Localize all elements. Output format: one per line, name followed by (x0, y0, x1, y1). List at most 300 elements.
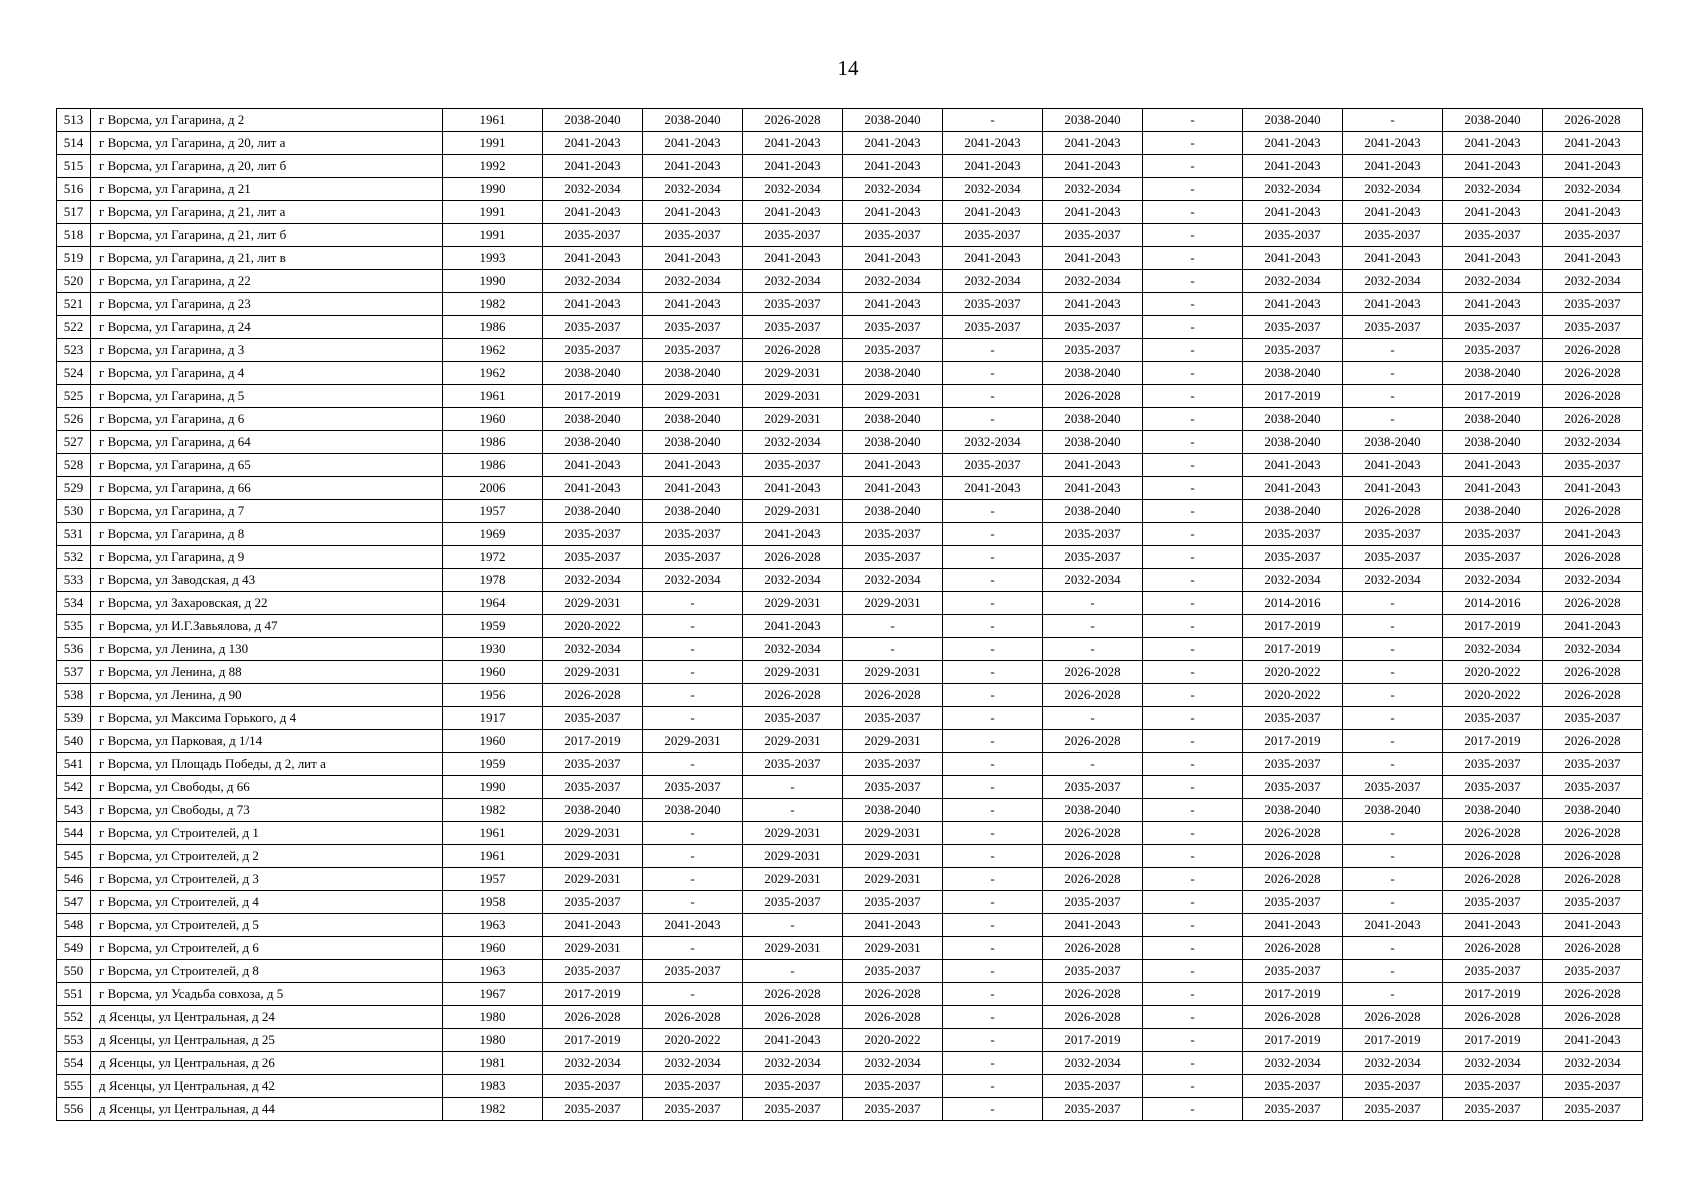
row-number-cell: 516 (57, 178, 91, 201)
row-number-cell: 517 (57, 201, 91, 224)
repair-period-cell: 2035-2037 (643, 339, 743, 362)
repair-period-cell: 2029-2031 (743, 868, 843, 891)
repair-period-cell: 2041-2043 (643, 914, 743, 937)
repair-period-cell: 2017-2019 (1443, 1029, 1543, 1052)
table-row (57, 477, 1643, 500)
year-built-cell: 1986 (443, 316, 543, 339)
repair-period-cell: 2038-2040 (1243, 500, 1343, 523)
repair-period-cell: - (943, 385, 1043, 408)
repair-period-cell: - (643, 983, 743, 1006)
repair-period-cell: 2032-2034 (743, 1052, 843, 1075)
repair-period-cell: 2041-2043 (1343, 155, 1443, 178)
table-row (57, 500, 1643, 523)
repair-period-cell: 2026-2028 (1543, 592, 1643, 615)
repair-period-cell: 2038-2040 (1043, 408, 1143, 431)
repair-period-cell: 2038-2040 (1243, 799, 1343, 822)
row-number-cell: 529 (57, 477, 91, 500)
repair-period-cell: 2035-2037 (1543, 224, 1643, 247)
repair-period-cell: - (643, 707, 743, 730)
year-built-cell: 1967 (443, 983, 543, 1006)
address-cell: г Ворсма, ул Парковая, д 1/14 (91, 730, 443, 753)
repair-period-cell: 2029-2031 (543, 845, 643, 868)
repair-period-cell: - (843, 615, 943, 638)
address-cell: г Ворсма, ул Строителей, д 6 (91, 937, 443, 960)
repair-period-cell: 2038-2040 (843, 408, 943, 431)
row-number-cell: 524 (57, 362, 91, 385)
repair-period-cell: 2035-2037 (1043, 776, 1143, 799)
repair-period-cell: 2026-2028 (1243, 937, 1343, 960)
repair-period-cell: 2032-2034 (843, 569, 943, 592)
row-number-cell: 553 (57, 1029, 91, 1052)
repair-period-cell: 2035-2037 (743, 1098, 843, 1121)
repair-period-cell: 2041-2043 (843, 247, 943, 270)
repair-period-cell: 2026-2028 (1543, 408, 1643, 431)
repair-period-cell: 2041-2043 (543, 247, 643, 270)
repair-period-cell: 2032-2034 (643, 1052, 743, 1075)
repair-period-cell: 2041-2043 (843, 293, 943, 316)
repair-period-cell: - (943, 1052, 1043, 1075)
repair-period-cell: 2026-2028 (1043, 684, 1143, 707)
repair-period-cell: 2038-2040 (843, 799, 943, 822)
table-row (57, 845, 1643, 868)
repair-period-cell: 2035-2037 (1343, 546, 1443, 569)
table-row (57, 1029, 1643, 1052)
table-row (57, 776, 1643, 799)
repair-period-cell: - (1143, 960, 1243, 983)
repair-period-cell: - (1143, 408, 1243, 431)
address-cell: г Ворсма, ул Гагарина, д 20, лит а (91, 132, 443, 155)
repair-period-cell: 2032-2034 (743, 569, 843, 592)
repair-period-cell: 2029-2031 (643, 730, 743, 753)
repair-period-cell: 2035-2037 (843, 1075, 943, 1098)
repair-period-cell: - (743, 960, 843, 983)
repair-period-cell: 2032-2034 (1343, 178, 1443, 201)
repair-period-cell: - (1143, 224, 1243, 247)
repair-period-cell: 2032-2034 (843, 1052, 943, 1075)
repair-period-cell: 2038-2040 (1243, 109, 1343, 132)
table-row (57, 224, 1643, 247)
address-cell: г Ворсма, ул Гагарина, д 4 (91, 362, 443, 385)
repair-period-cell: 2026-2028 (1343, 1006, 1443, 1029)
repair-period-cell: - (643, 891, 743, 914)
repair-period-cell: 2026-2028 (1343, 500, 1443, 523)
address-cell: г Ворсма, ул Гагарина, д 21, лит в (91, 247, 443, 270)
repair-period-cell: 2017-2019 (1343, 1029, 1443, 1052)
repair-period-cell: 2032-2034 (1243, 178, 1343, 201)
repair-period-cell: 2041-2043 (543, 454, 643, 477)
repair-period-cell: 2038-2040 (1043, 500, 1143, 523)
repair-period-cell: - (1143, 1075, 1243, 1098)
row-number-cell: 535 (57, 615, 91, 638)
repair-period-cell: 2035-2037 (1343, 1098, 1443, 1121)
repair-period-cell: - (1343, 362, 1443, 385)
repair-period-cell: 2035-2037 (843, 523, 943, 546)
repair-period-cell: 2020-2022 (1243, 661, 1343, 684)
repair-period-cell: 2035-2037 (1243, 339, 1343, 362)
repair-period-cell: 2038-2040 (643, 500, 743, 523)
repair-period-cell: 2017-2019 (1243, 730, 1343, 753)
repair-period-cell: - (1143, 293, 1243, 316)
repair-period-cell: 2041-2043 (1243, 477, 1343, 500)
row-number-cell: 518 (57, 224, 91, 247)
table-row (57, 753, 1643, 776)
year-built-cell: 1960 (443, 937, 543, 960)
address-cell: г Ворсма, ул Гагарина, д 21 (91, 178, 443, 201)
repair-period-cell: 2041-2043 (543, 155, 643, 178)
repair-period-cell: - (1343, 661, 1443, 684)
table-row (57, 638, 1643, 661)
repair-period-cell: 2041-2043 (643, 454, 743, 477)
year-built-cell: 1982 (443, 1098, 543, 1121)
repair-period-cell: 2041-2043 (1343, 454, 1443, 477)
repair-period-cell: - (743, 914, 843, 937)
year-built-cell: 1959 (443, 615, 543, 638)
repair-period-cell: 2041-2043 (643, 247, 743, 270)
repair-period-cell: 2026-2028 (1543, 661, 1643, 684)
repair-period-cell: 2029-2031 (743, 845, 843, 868)
repair-period-cell: - (1143, 155, 1243, 178)
repair-period-cell: 2026-2028 (1543, 109, 1643, 132)
repair-period-cell: 2035-2037 (943, 224, 1043, 247)
address-cell: г Ворсма, ул Гагарина, д 2 (91, 109, 443, 132)
repair-period-cell: 2035-2037 (643, 316, 743, 339)
repair-period-cell: 2020-2022 (643, 1029, 743, 1052)
address-cell: д Ясенцы, ул Центральная, д 42 (91, 1075, 443, 1098)
address-cell: г Ворсма, ул Гагарина, д 65 (91, 454, 443, 477)
repair-period-cell: - (1343, 753, 1443, 776)
address-cell: д Ясенцы, ул Центральная, д 26 (91, 1052, 443, 1075)
year-built-cell: 1962 (443, 339, 543, 362)
repair-period-cell: 2035-2037 (843, 776, 943, 799)
repair-period-cell: 2026-2028 (1043, 868, 1143, 891)
repair-period-cell: 2035-2037 (1043, 523, 1143, 546)
repair-period-cell: 2035-2037 (943, 454, 1043, 477)
repair-period-cell: 2041-2043 (1443, 477, 1543, 500)
repair-period-cell: 2041-2043 (1543, 477, 1643, 500)
repair-period-cell: - (943, 500, 1043, 523)
repair-period-cell: - (643, 638, 743, 661)
repair-period-cell: 2029-2031 (743, 730, 843, 753)
repair-period-cell: 2041-2043 (1343, 201, 1443, 224)
repair-period-cell: - (1343, 339, 1443, 362)
repair-period-cell: 2041-2043 (1443, 155, 1543, 178)
repair-period-cell: 2038-2040 (1543, 799, 1643, 822)
address-cell: г Ворсма, ул Гагарина, д 9 (91, 546, 443, 569)
row-number-cell: 538 (57, 684, 91, 707)
repair-period-cell: - (943, 1098, 1043, 1121)
table-row (57, 408, 1643, 431)
row-number-cell: 520 (57, 270, 91, 293)
repair-period-cell: 2026-2028 (543, 1006, 643, 1029)
repair-period-cell: 2017-2019 (1243, 615, 1343, 638)
address-cell: г Ворсма, ул Гагарина, д 64 (91, 431, 443, 454)
year-built-cell: 1990 (443, 178, 543, 201)
year-built-cell: 1983 (443, 1075, 543, 1098)
address-cell: г Ворсма, ул Гагарина, д 66 (91, 477, 443, 500)
repair-period-cell: 2035-2037 (743, 316, 843, 339)
table-row (57, 891, 1643, 914)
table-row (57, 339, 1643, 362)
table-body (57, 109, 1643, 1121)
repair-period-cell: 2035-2037 (643, 1075, 743, 1098)
table-row (57, 1006, 1643, 1029)
year-built-cell: 1986 (443, 431, 543, 454)
table-row (57, 431, 1643, 454)
repair-period-cell: - (1143, 868, 1243, 891)
address-cell: г Ворсма, ул Строителей, д 8 (91, 960, 443, 983)
row-number-cell: 530 (57, 500, 91, 523)
row-number-cell: 523 (57, 339, 91, 362)
repair-period-cell: 2035-2037 (743, 753, 843, 776)
repair-period-cell: 2038-2040 (643, 799, 743, 822)
repair-period-cell: 2035-2037 (743, 707, 843, 730)
repair-period-cell: 2032-2034 (743, 431, 843, 454)
repair-period-cell: 2041-2043 (943, 477, 1043, 500)
repair-period-cell: 2035-2037 (543, 960, 643, 983)
repair-period-cell: 2035-2037 (1343, 316, 1443, 339)
year-built-cell: 1960 (443, 661, 543, 684)
repair-period-cell: 2029-2031 (743, 362, 843, 385)
table-row (57, 615, 1643, 638)
address-cell: г Ворсма, ул Ленина, д 90 (91, 684, 443, 707)
row-number-cell: 550 (57, 960, 91, 983)
repair-period-cell: 2017-2019 (543, 385, 643, 408)
repair-period-cell: 2026-2028 (1443, 868, 1543, 891)
row-number-cell: 541 (57, 753, 91, 776)
repair-period-cell: 2026-2028 (1543, 362, 1643, 385)
repair-period-cell: 2041-2043 (943, 247, 1043, 270)
repair-period-cell: - (943, 891, 1043, 914)
repair-period-cell: 2038-2040 (1443, 362, 1543, 385)
repair-period-cell: 2026-2028 (743, 546, 843, 569)
year-built-cell: 1964 (443, 592, 543, 615)
repair-period-cell: - (943, 638, 1043, 661)
repair-period-cell: 2026-2028 (1543, 730, 1643, 753)
repair-period-cell: - (943, 1075, 1043, 1098)
repair-period-cell: - (1143, 477, 1243, 500)
table-row (57, 707, 1643, 730)
repair-period-cell: 2041-2043 (543, 201, 643, 224)
repair-period-cell: - (943, 408, 1043, 431)
year-built-cell: 1980 (443, 1029, 543, 1052)
repair-period-cell: 2017-2019 (1243, 983, 1343, 1006)
repair-period-cell: 2026-2028 (1543, 937, 1643, 960)
repair-period-cell: 2035-2037 (543, 753, 643, 776)
repair-period-cell: 2035-2037 (1443, 891, 1543, 914)
year-built-cell: 1992 (443, 155, 543, 178)
table-row (57, 592, 1643, 615)
repair-period-cell: 2038-2040 (1043, 109, 1143, 132)
repair-period-cell: - (1343, 730, 1443, 753)
repair-period-cell: 2035-2037 (1043, 546, 1143, 569)
repair-period-cell: 2035-2037 (1043, 891, 1143, 914)
repair-period-cell: - (943, 983, 1043, 1006)
repair-period-cell: 2026-2028 (743, 109, 843, 132)
repair-period-cell: 2026-2028 (1443, 1006, 1543, 1029)
repair-period-cell: 2032-2034 (543, 638, 643, 661)
row-number-cell: 551 (57, 983, 91, 1006)
repair-period-cell: 2041-2043 (543, 132, 643, 155)
repair-period-cell: 2038-2040 (1443, 431, 1543, 454)
repair-period-cell: 2041-2043 (743, 477, 843, 500)
repair-period-cell: 2035-2037 (943, 293, 1043, 316)
repair-period-cell: - (643, 937, 743, 960)
repair-period-cell: 2035-2037 (743, 1075, 843, 1098)
repair-period-cell: 2026-2028 (1543, 983, 1643, 1006)
table-row (57, 960, 1643, 983)
repair-period-cell: 2041-2043 (643, 155, 743, 178)
repair-period-cell: 2035-2037 (843, 960, 943, 983)
repair-period-cell: 2029-2031 (743, 661, 843, 684)
repair-period-cell: 2032-2034 (943, 270, 1043, 293)
repair-period-cell: 2035-2037 (1043, 316, 1143, 339)
repair-period-cell: 2026-2028 (1543, 1006, 1643, 1029)
repair-period-cell: 2026-2028 (743, 983, 843, 1006)
repair-period-cell: 2032-2034 (743, 270, 843, 293)
year-built-cell: 1961 (443, 109, 543, 132)
repair-period-cell: 2032-2034 (643, 178, 743, 201)
repair-period-cell: 2026-2028 (543, 684, 643, 707)
year-built-cell: 1930 (443, 638, 543, 661)
repair-period-cell: - (943, 362, 1043, 385)
address-cell: д Ясенцы, ул Центральная, д 24 (91, 1006, 443, 1029)
repair-period-cell: 2041-2043 (743, 1029, 843, 1052)
row-number-cell: 549 (57, 937, 91, 960)
repair-period-cell: 2035-2037 (1243, 753, 1343, 776)
repair-period-cell: 2029-2031 (843, 937, 943, 960)
repair-period-cell: 2032-2034 (1543, 569, 1643, 592)
repair-period-cell: 2041-2043 (1443, 247, 1543, 270)
repair-period-cell: 2041-2043 (743, 155, 843, 178)
repair-period-cell: 2026-2028 (1543, 339, 1643, 362)
repair-period-cell: 2017-2019 (1243, 385, 1343, 408)
repair-period-cell: - (1143, 592, 1243, 615)
table-row (57, 293, 1643, 316)
row-number-cell: 525 (57, 385, 91, 408)
repair-period-cell: 2041-2043 (543, 293, 643, 316)
row-number-cell: 526 (57, 408, 91, 431)
repair-period-cell: 2041-2043 (743, 523, 843, 546)
repair-period-cell: 2041-2043 (1243, 201, 1343, 224)
repair-period-cell: 2020-2022 (1443, 684, 1543, 707)
repair-period-cell: - (1143, 799, 1243, 822)
repair-period-cell: - (1143, 1098, 1243, 1121)
row-number-cell: 543 (57, 799, 91, 822)
repair-period-cell: 2035-2037 (543, 339, 643, 362)
row-number-cell: 528 (57, 454, 91, 477)
repair-period-cell: 2041-2043 (843, 477, 943, 500)
address-cell: г Ворсма, ул Гагарина, д 21, лит б (91, 224, 443, 247)
repair-period-cell: 2032-2034 (1443, 270, 1543, 293)
repair-period-cell: 2035-2037 (543, 224, 643, 247)
year-built-cell: 1990 (443, 776, 543, 799)
repair-period-cell: 2032-2034 (1243, 270, 1343, 293)
year-built-cell: 2006 (443, 477, 543, 500)
repair-period-cell: 2041-2043 (1243, 914, 1343, 937)
row-number-cell: 556 (57, 1098, 91, 1121)
repair-period-cell: - (943, 339, 1043, 362)
year-built-cell: 1917 (443, 707, 543, 730)
repair-period-cell: 2029-2031 (843, 592, 943, 615)
row-number-cell: 521 (57, 293, 91, 316)
table-row (57, 983, 1643, 1006)
address-cell: г Ворсма, ул Гагарина, д 6 (91, 408, 443, 431)
repair-period-cell: 2035-2037 (1443, 523, 1543, 546)
year-built-cell: 1960 (443, 408, 543, 431)
repair-period-cell: 2029-2031 (843, 385, 943, 408)
repair-period-cell: 2041-2043 (1043, 247, 1143, 270)
repair-period-cell: - (1143, 730, 1243, 753)
repair-period-cell: 2035-2037 (643, 960, 743, 983)
repair-period-cell: 2041-2043 (543, 477, 643, 500)
repair-period-cell: - (943, 868, 1043, 891)
repair-period-cell: 2026-2028 (1543, 822, 1643, 845)
repair-period-cell: 2035-2037 (1543, 960, 1643, 983)
repair-period-cell: 2041-2043 (1243, 155, 1343, 178)
repair-period-cell: 2035-2037 (1243, 1075, 1343, 1098)
repair-period-cell: 2035-2037 (743, 891, 843, 914)
repair-period-cell: 2041-2043 (843, 155, 943, 178)
repair-period-cell: 2038-2040 (843, 362, 943, 385)
repair-period-cell: - (943, 799, 1043, 822)
table-row (57, 684, 1643, 707)
repair-period-cell: 2032-2034 (1343, 270, 1443, 293)
table-row (57, 247, 1643, 270)
repair-period-cell: - (1043, 615, 1143, 638)
repair-period-cell: 2038-2040 (643, 362, 743, 385)
repair-period-cell: 2038-2040 (1443, 109, 1543, 132)
address-cell: г Ворсма, ул Ленина, д 130 (91, 638, 443, 661)
repair-period-cell: 2035-2037 (1043, 960, 1143, 983)
repair-period-cell: 2032-2034 (1543, 178, 1643, 201)
repair-period-cell: 2041-2043 (643, 201, 743, 224)
repair-period-cell: 2035-2037 (1043, 224, 1143, 247)
repair-period-cell: - (1343, 845, 1443, 868)
repair-period-cell: - (1143, 454, 1243, 477)
repair-period-cell: 2020-2022 (1243, 684, 1343, 707)
repair-period-cell: 2041-2043 (1543, 523, 1643, 546)
address-cell: г Ворсма, ул Площадь Победы, д 2, лит а (91, 753, 443, 776)
year-built-cell: 1986 (443, 454, 543, 477)
repair-period-cell: 2026-2028 (1543, 500, 1643, 523)
address-cell: г Ворсма, ул Гагарина, д 23 (91, 293, 443, 316)
repair-period-cell: 2026-2028 (1243, 822, 1343, 845)
repair-period-cell: 2017-2019 (543, 983, 643, 1006)
repair-period-cell: 2038-2040 (543, 500, 643, 523)
row-number-cell: 536 (57, 638, 91, 661)
repair-period-cell: - (1143, 1052, 1243, 1075)
repair-period-cell: 2026-2028 (743, 684, 843, 707)
repair-period-cell: 2038-2040 (1443, 408, 1543, 431)
repair-period-cell: - (943, 730, 1043, 753)
repair-period-cell: - (943, 914, 1043, 937)
repair-period-cell: 2041-2043 (1343, 914, 1443, 937)
row-number-cell: 522 (57, 316, 91, 339)
repair-period-cell: 2026-2028 (1043, 661, 1143, 684)
year-built-cell: 1961 (443, 822, 543, 845)
repair-period-cell: 2041-2043 (1443, 293, 1543, 316)
year-built-cell: 1957 (443, 500, 543, 523)
repair-period-cell: - (943, 822, 1043, 845)
repair-period-cell: 2038-2040 (1043, 431, 1143, 454)
repair-period-cell: - (643, 615, 743, 638)
year-built-cell: 1962 (443, 362, 543, 385)
table-row (57, 132, 1643, 155)
repair-period-cell: 2029-2031 (543, 592, 643, 615)
repair-period-cell: - (643, 868, 743, 891)
table-row (57, 1075, 1643, 1098)
repair-period-cell: 2041-2043 (843, 201, 943, 224)
